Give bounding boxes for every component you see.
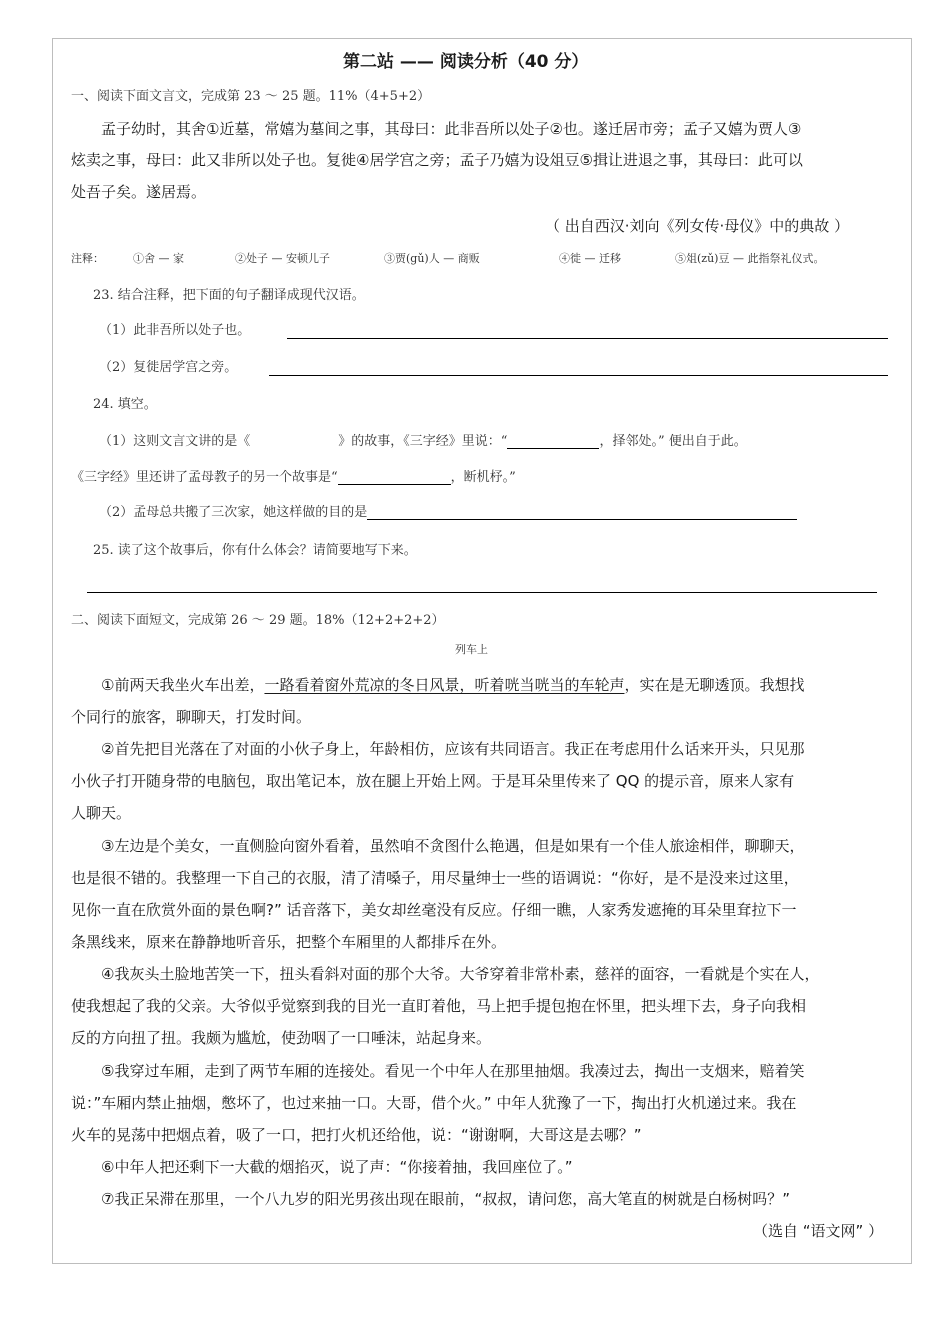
q24-line2-text-b: ，断机杼。” xyxy=(450,470,516,485)
q24-line1-text-c: ，择邻处。” 便出自于此。 xyxy=(599,434,747,449)
q23-answer-line-2[interactable] xyxy=(269,375,888,376)
note-3: ③贾(gǔ)人 — 商贩 xyxy=(384,252,480,265)
q23-prompt: 23. 结合注释，把下面的句子翻译成现代汉语。 xyxy=(93,288,365,303)
q24-line2-text-a: 《三字经》里还讲了孟母教子的另一个故事是“ xyxy=(71,470,338,485)
q24-blank-sanzijing-1[interactable] xyxy=(507,434,599,449)
story-p4-line3: 反的方向扭了扭。我颇为尴尬，使劲咽了一口唾沫，站起身来。 xyxy=(71,1029,492,1047)
q24-line1 xyxy=(99,430,747,449)
story-p5-line1: ⑤我穿过车厢，走到了两节车厢的连接处。看见一个中年人在那里抽烟。我凑过去，掏出一支烟来，赔着笑 xyxy=(101,1062,805,1080)
section2-header: 二、阅读下面短文，完成第 26 ～ 29 题。18%（12+2+2+2） xyxy=(71,613,445,628)
story-source: （选自 “语文网” ） xyxy=(753,1222,884,1240)
q23-item1: （1）此非吾所以处子也。 xyxy=(99,323,251,338)
note-1: ①舍 — 家 xyxy=(133,252,184,265)
story-p4-line2: 使我想起了我的父亲。大爷似乎觉察到我的目光一直盯着他，马上把手提包抱在怀里，把头埋下去，身子向我相 xyxy=(71,997,807,1015)
q24-line2 xyxy=(71,466,516,485)
story-p3-line3: 见你一直在欣赏外面的景色啊?” 话音落下，美女却丝毫没有反应。仔细一瞧，人家秀发遮掩的耳朵里耷拉下一 xyxy=(71,901,797,919)
story-p3-line4: 条黑线来，原来在静静地听音乐，把整个车厢里的人都排斥在外。 xyxy=(71,933,507,951)
passage-line-1: 孟子幼时，其舍①近墓，常嬉为墓间之事，其母曰：此非吾所以处子②也。遂迁居市旁；孟子又嬉为贾人③ xyxy=(101,120,802,138)
story-p2-line3: 人聊天。 xyxy=(71,804,132,822)
story-p1-line1 xyxy=(101,674,804,695)
q24-line1-text-b: 》的故事，《三字经》里说：“ xyxy=(338,434,508,449)
notes-label: 注释： xyxy=(71,252,104,265)
story-p4-line1: ④我灰头土脸地苦笑一下，扭头看斜对面的那个大爷。大爷穿着非常朴素，慈祥的面容，一看就是个实在人， xyxy=(101,965,820,983)
page-title: 第二站 —— 阅读分析（40 分） xyxy=(343,52,589,72)
q24-prompt: 24. 填空。 xyxy=(93,397,157,412)
passage-line-3: 处吾子矣。遂居焉。 xyxy=(71,183,207,201)
q24-line3-text: （2）孟母总共搬了三次家，她这样做的目的是 xyxy=(99,505,368,520)
q24-blank-purpose[interactable] xyxy=(367,505,797,520)
story-p1-text-a: ①前两天我坐火车出差， xyxy=(101,676,265,694)
q24-line1-text-a: （1）这则文言文讲的是《 xyxy=(99,434,251,449)
story-p1-text-b: ，实在是无聊透顶。我想找 xyxy=(624,676,805,694)
q25-prompt: 25. 读了这个故事后，你有什么体会？请简要地写下来。 xyxy=(93,543,417,558)
story-p3-line1: ③左边是个美女，一直侧脸向窗外看着，虽然咱不贪图什么艳遇，但是如果有一个佳人旅途相伴，聊聊天， xyxy=(101,837,805,855)
story-title: 列车上 xyxy=(455,643,488,656)
story-p1-line2: 个同行的旅客，聊聊天，打发时间。 xyxy=(71,708,312,726)
q24-line3 xyxy=(99,501,797,520)
q24-blank-sanzijing-2[interactable] xyxy=(338,470,451,485)
q23-answer-line-1[interactable] xyxy=(287,338,888,339)
story-p7: ⑦我正呆滞在那里，一个八九岁的阳光男孩出现在眼前，“叔叔，请问您，高大笔直的树就是白杨树吗？” xyxy=(101,1190,790,1208)
passage-line-2: 炫卖之事，母曰：此又非所以处子也。复徙④居学宫之旁；孟子乃嬉为设俎豆⑤揖让进退之事，其母曰：此可以 xyxy=(71,151,803,169)
q25-answer-line[interactable] xyxy=(87,592,877,593)
story-p5-line3: 火车的晃荡中把烟点着，吸了一口，把打火机还给他，说：“谢谢啊，大哥这是去哪？” xyxy=(71,1126,642,1144)
story-p1-underlined: 一路看着窗外荒凉的冬日风景，听着咣当咣当的车轮声 xyxy=(264,676,625,694)
story-p2-line2: 小伙子打开随身带的电脑包，取出笔记本，放在腿上开始上网。于是耳朵里传来了 QQ 的提示音，原来人家有 xyxy=(71,772,795,790)
exam-sheet xyxy=(52,38,912,1264)
story-p6: ⑥中年人把还剩下一大截的烟掐灭，说了声：“你接着抽，我回座位了。” xyxy=(101,1158,573,1176)
note-4: ④徙 — 迁移 xyxy=(559,252,621,265)
story-p2-line1: ②首先把目光落在了对面的小伙子身上，年龄相仿，应该有共同语言。我正在考虑用什么话来开头，只见那 xyxy=(101,740,805,758)
note-5: ⑤俎(zǔ)豆 — 此指祭礼仪式。 xyxy=(675,252,825,265)
story-p5-line2: 说：”车厢内禁止抽烟，憋坏了，也过来抽一口。大哥，借个火。” 中年人犹豫了一下，掏出打火机递过来。我在 xyxy=(71,1094,797,1112)
q23-item2: （2）复徙居学宫之旁。 xyxy=(99,360,238,375)
passage-source: （ 出自西汉·刘向《列女传·母仪》中的典故 ） xyxy=(545,217,850,235)
story-p3-line2: 也是很不错的。我整理一下自己的衣服，清了清嗓子，用尽量绅士一些的语调说：“你好，是不是没来过这里， xyxy=(71,869,799,887)
section1-header: 一、阅读下面文言文，完成第 23 ～ 25 题。11%（4+5+2） xyxy=(71,89,431,104)
note-2: ②处子 — 安顿儿子 xyxy=(235,252,330,265)
